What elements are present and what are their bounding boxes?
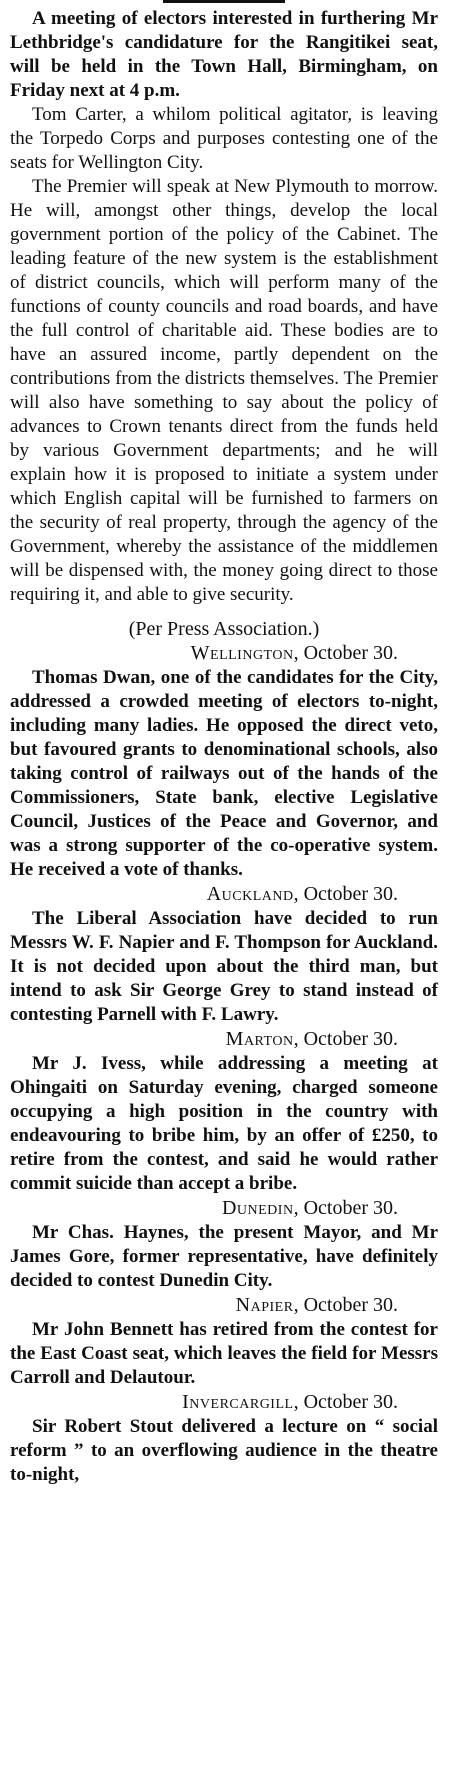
dispatch-wellington: Thomas Dwan, one of the candidates for the City, addressed a crowded meeting of electors to-night, including many ladies. He opposed the direct veto, but favoured grants to denominational schools, also taking control of railways out of the hands of the Commissioners, State bank, elective Legislative Council, Justices of the Peace and Governor, and was a strong supporter of the co-operative system. He received a vote of thanks. [10, 667, 438, 880]
dateline-date: , October 30. [293, 642, 398, 664]
dateline-date: , October 30. [293, 1391, 398, 1413]
dateline-place: Invercargill [182, 1391, 294, 1413]
dateline-place: Auckland [206, 883, 294, 905]
dispatch-napier: Mr John Bennett has retired from the contest for the East Coast seat, which leaves the field for Messrs Carroll and Delautour. [10, 1319, 438, 1388]
dateline-date: , October 30. [293, 1294, 398, 1316]
dateline-date: , October 30. [293, 1197, 398, 1219]
dispatch-auckland: The Liberal Association have decided to run Messrs W. F. Napier and F. Thompson for Auckland. It is not decided upon about the third man, but intend to ask Sir George Grey to stand instead of contesting Parnell with F. Lawry. [10, 908, 438, 1025]
top-divider-rule [163, 0, 285, 3]
dispatch-dunedin: Mr Chas. Haynes, the present Mayor, and Mr James Gore, former representative, have definitely decided to contest Dunedin City. [10, 1222, 438, 1291]
dateline-dunedin [10, 1196, 438, 1221]
dispatch-invercargill: Sir Robert Stout delivered a lecture on “ social reform ” to an overflowing audience in the theatre to-night, [10, 1416, 438, 1485]
newspaper-column [10, 0, 438, 1487]
paragraph-premier-speech: The Premier will speak at New Plymouth to morrow. He will, amongst other things, develop the local government portion of the policy of the Cabinet. The leading feature of the new system is the establishment of district councils, which will perform many of the functions of county councils and road boards, and have the full control of charitable aid. These bodies are to have an assured income, partly dependent on the contributions from the districts themselves. The Premier will also have something to say about the policy of advances to Crown tenants direct from the funds held by various Government departments; and he will explain how it is proposed to initiate a system under which English capital will be furnished to farmers on the security of real property, through the agency of the Government, whereby the assistance of the middlemen will be dispensed with, the money going direct to those requiring it, and able to give security. [10, 176, 438, 605]
dateline-place: Dunedin [221, 1197, 294, 1219]
paragraph-meeting-notice: A meeting of electors interested in furthering Mr Lethbridge's candidature for the Rangitikei seat, will be held in the Town Hall, Birmingham, on Friday next at 4 p.m. [10, 8, 438, 101]
dateline-marton [10, 1027, 438, 1052]
dispatch-marton: Mr J. Ivess, while addressing a meeting at Ohingaiti on Saturday evening, charged someone occupying a high position in the country with endeavouring to bribe him, by an offer of £250, to retire from the contest, and said he would rather commit suicide than accept a bribe. [10, 1053, 438, 1194]
press-association-attribution: (Per Press Association.) [128, 618, 320, 640]
dateline-invercargill [10, 1390, 438, 1415]
dateline-auckland [10, 882, 438, 907]
dateline-date: , October 30. [293, 1028, 398, 1050]
paragraph-tom-carter: Tom Carter, a whilom political agitator, is leaving the Torpedo Corps and purposes contesting one of the seats for Wellington City. [10, 104, 438, 173]
dateline-place: Wellington [190, 642, 294, 664]
dateline-napier [10, 1293, 438, 1318]
dateline-wellington [10, 641, 438, 666]
dateline-date: , October 30. [293, 883, 398, 905]
dateline-place: Napier [235, 1294, 294, 1316]
dateline-place: Marton [225, 1028, 294, 1050]
